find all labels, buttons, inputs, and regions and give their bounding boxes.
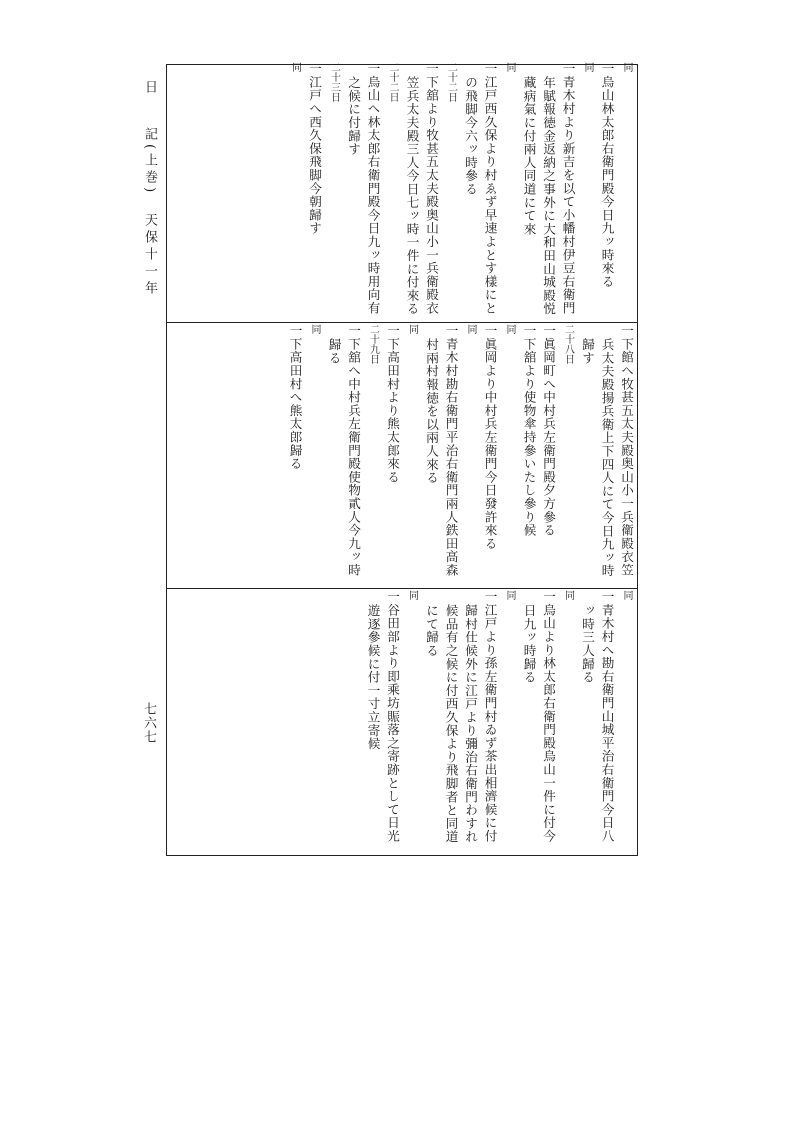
running-head [140,80,158,298]
entry-date: 同 [621,62,632,72]
running-head-era: 天保十一年 [142,213,157,299]
diary-line: 一下舘へ中村兵左衛門殿使物貳人今九ッ時 [346,324,361,577]
diary-line: 一青木村より新吉を以て小幡村伊豆右衛門 [560,62,576,315]
diary-line: 一下高田村へ熊太郎歸る [287,324,303,471]
diary-line: 一眞岡より中村兵左衛門今日發許來る [482,324,498,551]
page-number: 七六七 [141,702,156,744]
entry-date: 同 [406,590,418,600]
section-divider-2 [166,588,638,589]
entry-date: 二十三日 [328,62,340,102]
diary-line: 一下舘より使物傘持參いたし參り候 [521,324,537,537]
diary-line: 一江戸より孫左衛門村ゐず茶出相濟候に付 [482,590,498,843]
diary-line: 一烏山より林太郎右衛門殿烏山一件に付今 [541,590,556,843]
diary-line: 一江戸西久保より村ゑず早速よとす樣にと [482,62,498,315]
running-head-volume: (上巻) [142,144,157,197]
diary-line: 一眞岡町へ中村兵左衛門殿夕方參る [541,324,556,537]
entry-date: 同 [309,324,320,334]
diary-line: 一青木村勘右衛門平治右衛門兩人鉄田高森 [443,324,459,577]
entry-date: 二十二日 [387,62,398,102]
entry-date: 同 [504,324,515,334]
diary-line: 年賦報徳金返納之事外に大和田山城殿悦 [541,76,556,316]
diary-line: 藏病氣に付兩人同道にて來 [521,76,537,236]
diary-section-middle [174,324,636,588]
diary-section-upper [174,62,636,324]
entry-date: 同 [504,590,515,600]
entry-date: 二十二日 [445,62,457,102]
diary-line: 村兩村報徳を以兩人來る [424,338,439,485]
diary-line: ッ時三人歸る [580,604,595,684]
diary-line: 日九ッ時歸る [521,604,537,684]
entry-date: 同 [562,590,574,600]
diary-line: 一下高田村より熊太郎來る [385,324,400,484]
running-head-diary-2: 記 [142,127,157,144]
diary-line: 一下舘より牧甚五太夫殿奥山小一兵衛殿衣 [424,62,439,315]
entry-date: 同 [582,62,593,72]
entry-date: 同 [621,590,632,600]
entry-date: 二十九日 [367,324,379,364]
diary-line: 一烏山へ林太郎右衛門殿今日九ッ時用向有 [365,62,381,315]
diary-line: の飛脚今六ッ時參る [463,76,478,196]
diary-line: にて歸る [424,604,439,658]
running-head-diary: 日 [142,80,157,97]
diary-line: 歸す [580,338,595,365]
diary-line: 一谷田部より即乘坊賑落之寄跡として日光 [385,590,400,843]
diary-line: 候品有之候に付西久保より飛脚者と同道 [443,604,459,844]
diary-line: 笠兵太夫殿三人今日七ッ時一件に付來る [404,76,420,316]
entry-date: 同 [465,324,476,334]
diary-line: 一江戸へ西久保飛脚今朝歸す [307,62,322,235]
diary-line: 歸る [326,338,342,365]
entry-date: 同 [406,324,418,334]
diary-line: 一烏山林太郎右衛門殿今日九ッ時來る [599,62,615,289]
entry-date: 同 [504,62,515,72]
entry-date: 同 [289,62,301,72]
diary-line: 歸村仕候外に江戸より彌治右衛門わすれ [463,604,478,844]
diary-section-lower [174,590,636,850]
diary-line: 兵太夫殿揚兵衛上下四人にて今日九ッ時 [599,338,615,578]
diary-line: 一青木村へ勘右衛門山城平治右衛門今日八 [599,590,615,843]
diary-line: 之候に付歸す [346,76,361,156]
entry-date: 二十八日 [562,324,574,364]
diary-line: 遊逐參候に付一寸立寄候 [365,604,381,751]
diary-line: 一下館へ牧甚五太夫殿奥山小一兵衛殿衣笠 [619,324,634,577]
